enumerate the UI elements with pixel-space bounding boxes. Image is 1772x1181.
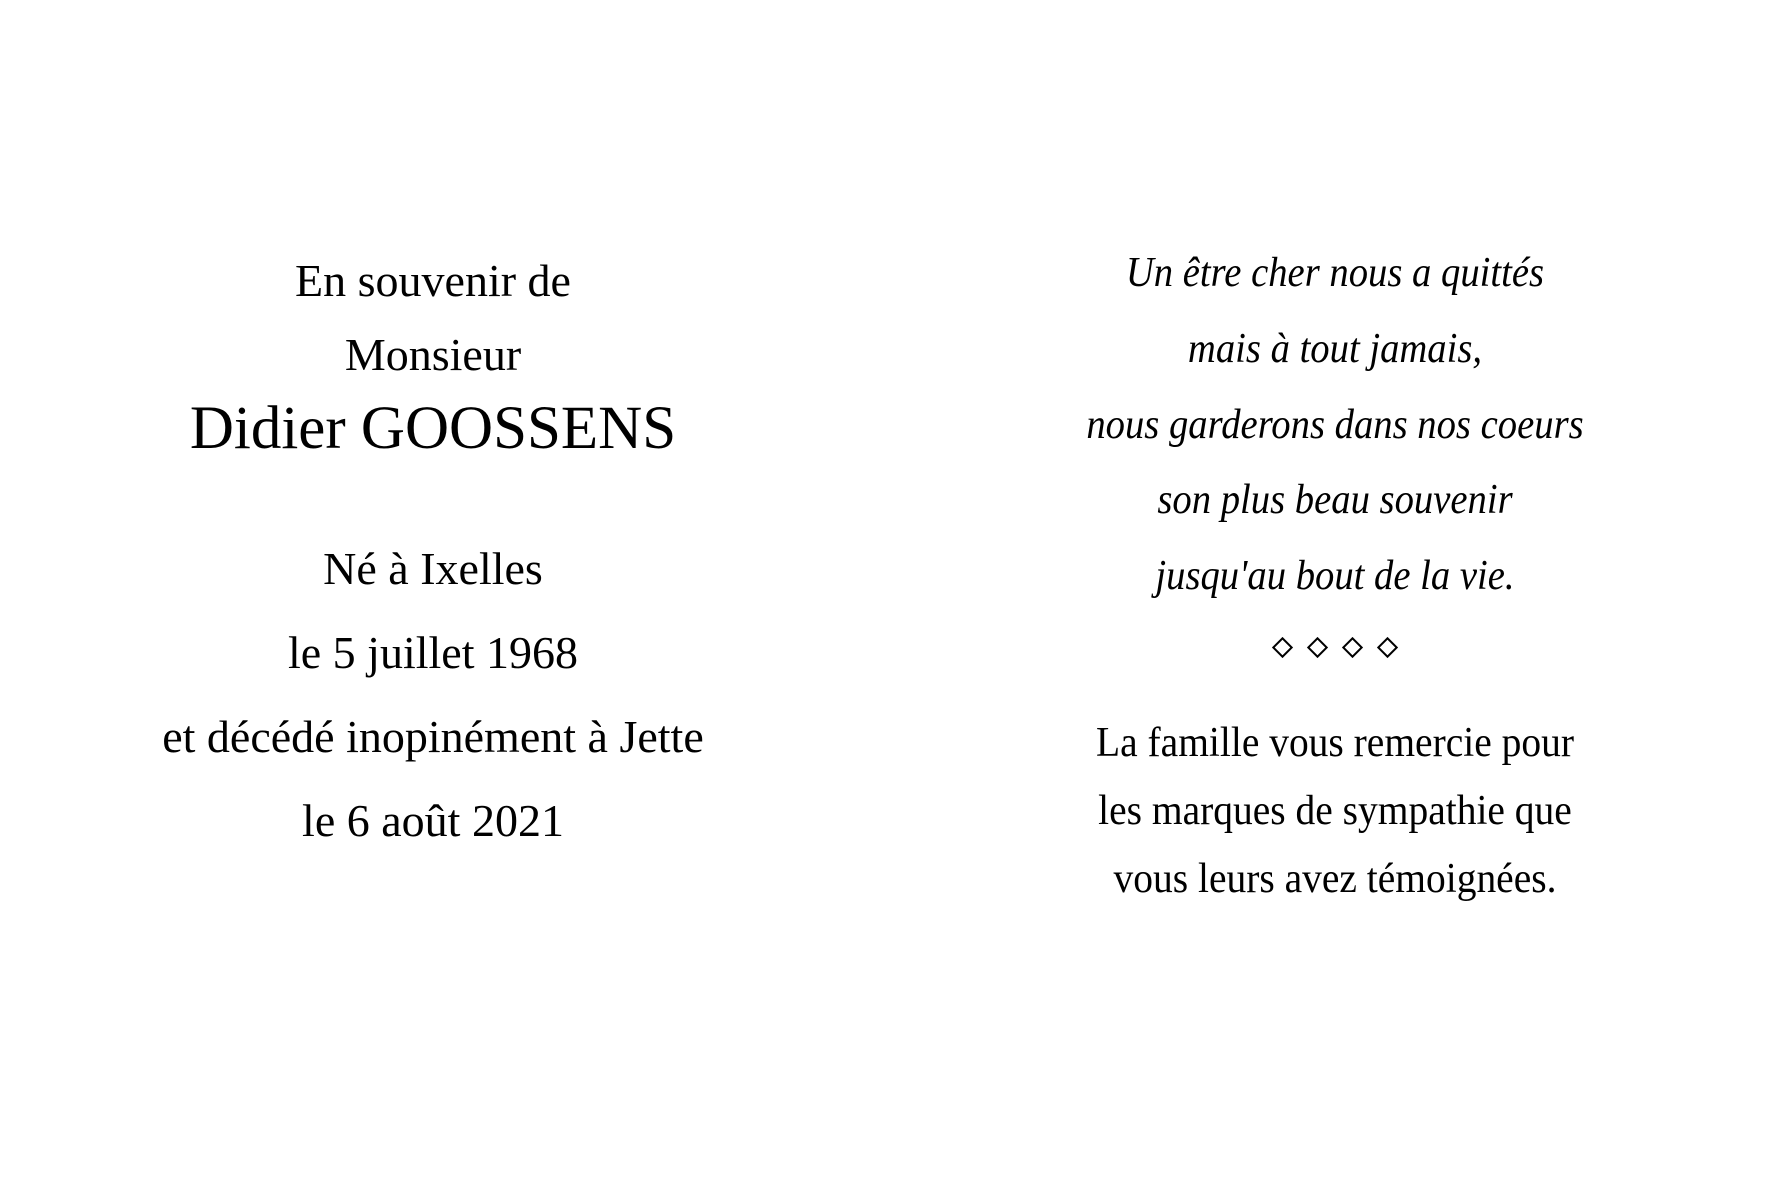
thanks-line: La famille vous remercie pour	[1096, 720, 1574, 766]
poem-line: son plus beau souvenir	[1157, 477, 1513, 523]
poem-line: mais à tout jamais,	[1187, 326, 1483, 372]
death-date: le 6 août 2021	[302, 795, 564, 846]
poem-line: nous garderons dans nos coeurs	[1086, 402, 1584, 448]
diamond-icon	[1272, 637, 1293, 658]
birth-date: le 5 juillet 1968	[287, 627, 578, 678]
poem-line: Un être cher nous a quittés	[1125, 250, 1545, 296]
deceased-name: Didier GOOSSENS	[189, 395, 677, 462]
diamond-icon	[1342, 637, 1363, 658]
honorific-title: Monsieur	[344, 329, 522, 380]
diamond-icon	[1377, 637, 1398, 658]
intro-text: En souvenir de	[295, 255, 571, 306]
diamond-ornament	[985, 640, 1685, 655]
poem-line: jusqu'au bout de la vie.	[1155, 553, 1515, 599]
diamond-icon	[1307, 637, 1328, 658]
thanks-line: vous leurs avez témoignées.	[1113, 856, 1557, 902]
thanks-line: les marques de sympathie que	[1098, 788, 1572, 834]
birth-place: Né à Ixelles	[323, 543, 543, 594]
death-place: et décédé inopinément à Jette	[162, 711, 704, 762]
